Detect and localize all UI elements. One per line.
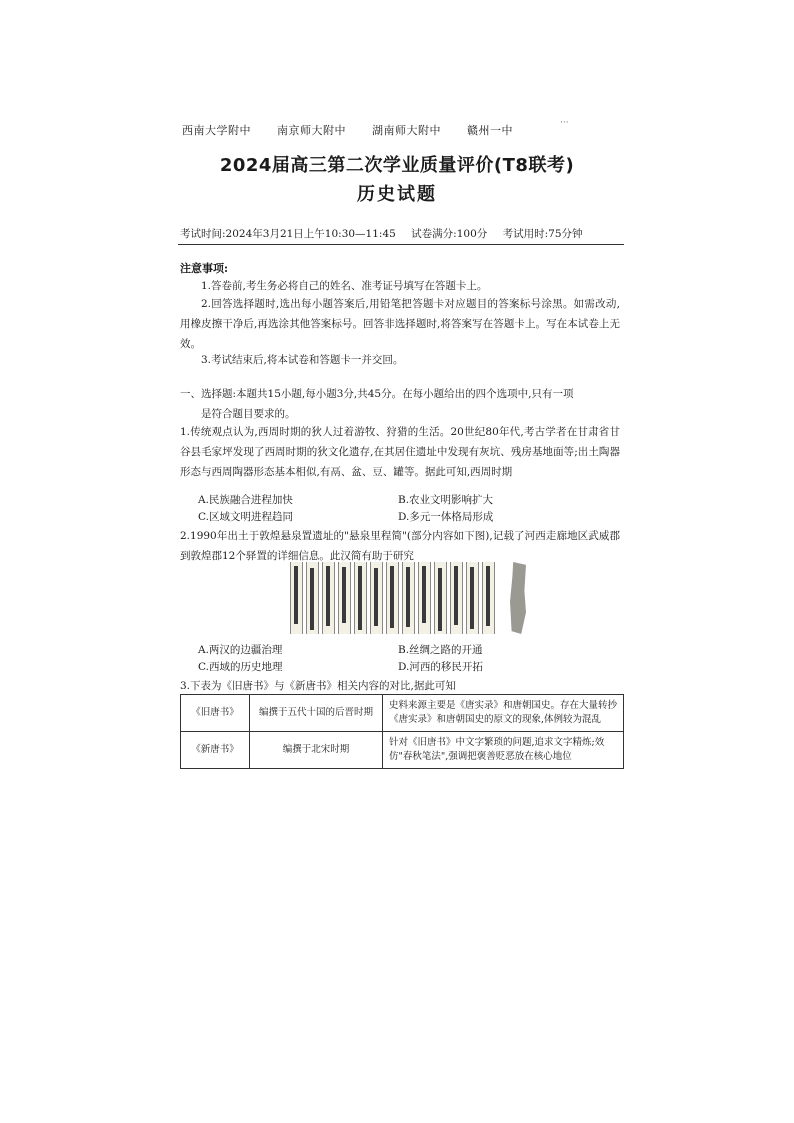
- bamboo-slip: [450, 562, 463, 634]
- question-2-option-b[interactable]: B.丝绸之路的开通: [398, 644, 483, 656]
- section-line: 一、选择题:本题共15小题,每小题3分,共45分。在每小题给出的四个选项中,只有一项: [180, 388, 574, 400]
- question-1-option-a[interactable]: A.民族融合进程加快: [198, 494, 293, 506]
- note-item: 2.回答选择题时,选出每小题答案后,用铅笔把答题卡对应题目的答案标号涂黑。如需改动,用橡皮擦干净后,再选涂其他答案标号。回答非选择题时,将答案写在答题卡上。写在本试卷上无效。: [180, 298, 620, 350]
- question-2-option-c[interactable]: C.西域的历史地理: [198, 661, 283, 673]
- exam-subject: 历史试题: [357, 184, 437, 205]
- school-name: 南京师大附中: [277, 124, 346, 137]
- exam-info: [180, 226, 620, 241]
- table-cell: 编撰于五代十国的后晋时期: [250, 695, 383, 732]
- bamboo-slip: [466, 562, 479, 634]
- question-1-option-c[interactable]: C.区域文明进程趋同: [198, 511, 293, 523]
- table-cell: 《旧唐书》: [181, 695, 250, 732]
- question-1-option-d[interactable]: D.多元一体格局形成: [398, 511, 494, 523]
- corner-mark: ···: [560, 118, 569, 128]
- bamboo-slip: [306, 562, 319, 634]
- bamboo-slip: [290, 562, 303, 634]
- bamboo-slip: [338, 562, 351, 634]
- table-cell: 针对《旧唐书》中文字繁琐的问题,追求文字精炼;效仿"春秋笔法",强调把褒善贬恶放在核心地位: [383, 732, 624, 769]
- bamboo-slip: [322, 562, 335, 634]
- note-item: 1.答卷前,考生务必将自己的姓名、准考证号填写在答题卡上。: [201, 280, 488, 292]
- bamboo-slip: [354, 562, 367, 634]
- exam-title: 2024届高三第二次学业质量评价(T8联考): [219, 155, 575, 176]
- school-list: [182, 122, 535, 138]
- school-name: 湖南师大附中: [372, 124, 441, 137]
- note-item: 3.考试结束后,将本试卷和答题卡一并交回。: [201, 354, 404, 366]
- question-2-option-a[interactable]: A.两汉的边疆治理: [198, 644, 283, 656]
- table-row: [181, 695, 624, 732]
- comparison-table: [180, 694, 624, 769]
- question-2-option-d[interactable]: D.河西的移民开拓: [398, 661, 483, 673]
- bamboo-slip: [386, 562, 399, 634]
- bamboo-slip: [434, 562, 447, 634]
- table-cell: 《新唐书》: [181, 732, 250, 769]
- table-cell: 编撰于北宋时期: [250, 732, 383, 769]
- school-name: 赣州一中: [467, 124, 513, 137]
- divider: [178, 244, 624, 245]
- question-1-option-b[interactable]: B.农业文明影响扩大: [398, 494, 494, 506]
- bamboo-slip: [482, 562, 495, 634]
- question-2-stem: 2.1990年出土于敦煌悬泉置遗址的"悬泉里程简"(部分内容如下图),记载了河西走廊地区武威郡到敦煌郡12个驿置的详细信息。此汉简有助于研究: [180, 530, 620, 562]
- exam-time: 考试时间:2024年3月21日上午10:30—11:45: [180, 228, 396, 240]
- bamboo-slips-image: [288, 562, 528, 636]
- notes-heading: 注意事项:: [180, 262, 229, 275]
- section-line: 是符合题目要求的。: [201, 408, 296, 420]
- bamboo-slip: [402, 562, 415, 634]
- question-1-stem: 1.传统观点认为,西周时期的狄人过着游牧、狩猎的生活。20世纪80年代,考古学者在甘肃省甘谷县毛家坪发现了西周时期的狄文化遗存,在其居住遗址中发现有灰坑、残房基地面等;出土陶器形态与西周陶器形态基本相似,有鬲、盆、豆、罐等。据此可知,西周时期: [180, 426, 620, 478]
- section-heading: [180, 384, 620, 424]
- bamboo-slip: [370, 562, 383, 634]
- question-3-stem: 3.下表为《旧唐书》与《新唐书》相关内容的对比,据此可知: [180, 680, 456, 692]
- table-cell: 史料来源主要是《唐实录》和唐朝国史。存在大量转抄《唐实录》和唐朝国史的原文的现象,体例较为混乱: [383, 695, 624, 732]
- exam-score: 试卷满分:100分: [411, 228, 488, 240]
- bamboo-slip: [418, 562, 431, 634]
- school-name: 西南大学附中: [182, 124, 251, 137]
- broken-slip: [510, 562, 526, 634]
- table-row: [181, 732, 624, 769]
- exam-duration: 考试用时:75分钟: [502, 228, 583, 240]
